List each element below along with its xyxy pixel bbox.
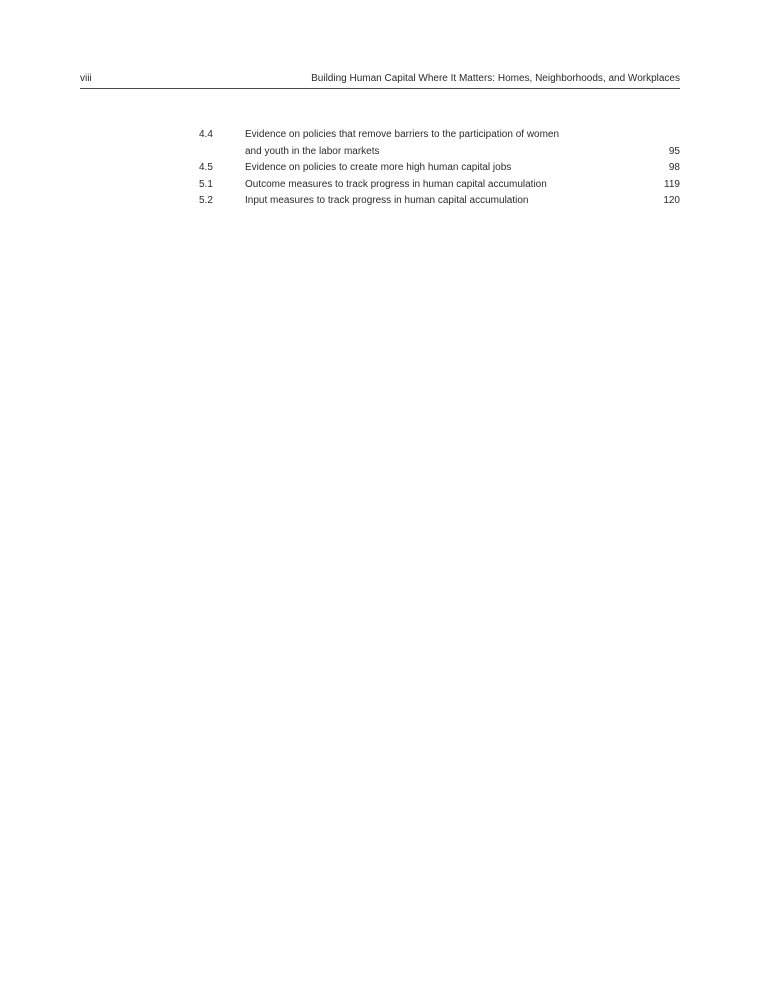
running-header bbox=[80, 70, 680, 89]
page-number: viii bbox=[80, 73, 92, 84]
toc-entry-page: 95 bbox=[668, 145, 680, 157]
toc-entry-page: 119 bbox=[664, 178, 680, 190]
toc-entry-number: 4.5 bbox=[199, 162, 213, 173]
toc-entry-title bbox=[245, 160, 680, 177]
book-title: Building Human Capital Where It Matters: Homes, Neighborhoods, and Workplaces bbox=[311, 73, 680, 84]
toc-entry bbox=[199, 177, 680, 194]
toc-entry-title bbox=[245, 127, 680, 160]
toc-entry-number: 4.4 bbox=[199, 129, 213, 140]
toc-entry bbox=[199, 127, 680, 160]
table-of-contents-list bbox=[199, 127, 680, 210]
toc-entry-title-line: Evidence on policies to create more high human capital jobs bbox=[245, 162, 512, 173]
toc-entry-title-line: and youth in the labor markets bbox=[245, 145, 380, 157]
toc-entry-title bbox=[245, 193, 680, 210]
toc-entry-title-line: Outcome measures to track progress in human capital accumulation bbox=[245, 178, 547, 190]
toc-entry bbox=[199, 193, 680, 210]
toc-entry-title-line: Input measures to track progress in human capital accumulation bbox=[245, 195, 529, 206]
toc-entry-number: 5.2 bbox=[199, 195, 213, 206]
toc-entry-page: 98 bbox=[668, 162, 680, 173]
toc-entry-title-line: Evidence on policies that remove barriers to the participation of women bbox=[245, 129, 560, 140]
toc-entry-title bbox=[245, 177, 680, 194]
toc-entry bbox=[199, 160, 680, 177]
toc-entry-number: 5.1 bbox=[199, 178, 213, 190]
toc-entry-page: 120 bbox=[663, 195, 680, 206]
